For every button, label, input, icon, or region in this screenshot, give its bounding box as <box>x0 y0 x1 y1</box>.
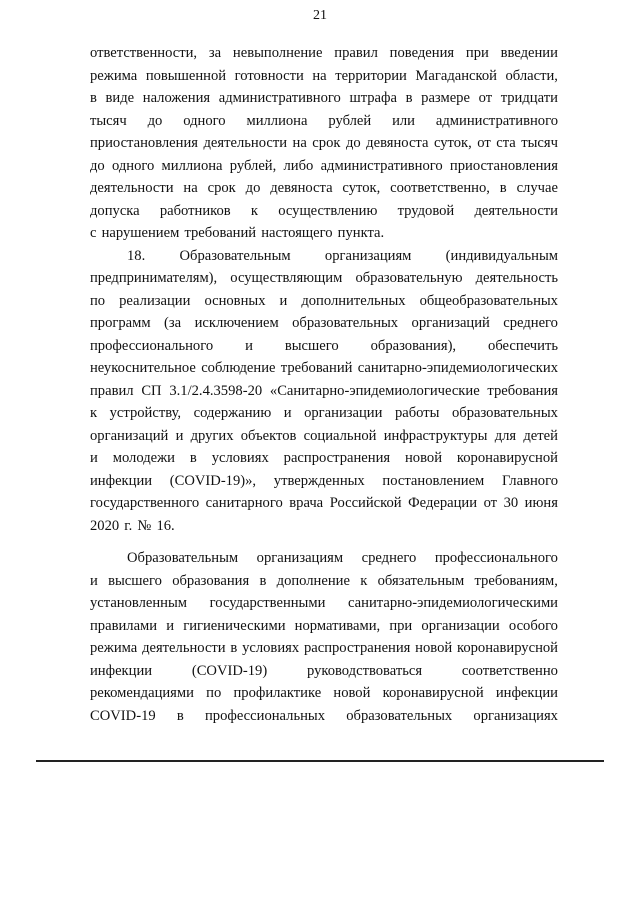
text-word: и <box>175 427 184 444</box>
text-word: за <box>208 45 222 61</box>
text-line <box>90 335 558 358</box>
text-line <box>90 87 558 110</box>
text-word: неукоснительное <box>90 360 196 376</box>
text-word: особого <box>508 617 558 634</box>
text-word: молодежи <box>112 450 175 466</box>
text-word: или <box>392 112 415 129</box>
text-word: Образовательным <box>127 550 239 566</box>
text-word: нарушением <box>101 225 180 241</box>
text-word: высшего <box>108 572 162 589</box>
text-word: устройству, <box>109 405 182 421</box>
text-word: работников <box>159 202 231 219</box>
text-word: правил <box>90 382 134 399</box>
text-word: коронавирусной <box>456 640 558 656</box>
text-line <box>90 592 558 615</box>
text-word: в <box>259 572 267 589</box>
text-word: организациях <box>473 707 558 724</box>
text-word: установленным <box>90 595 188 611</box>
text-line <box>90 132 558 155</box>
text-line <box>90 222 558 245</box>
text-line <box>90 312 558 335</box>
text-word: 18. <box>127 247 146 264</box>
text-word: организаций <box>90 427 169 444</box>
text-word: г. <box>124 517 133 534</box>
text-word: обеспечить <box>488 337 558 354</box>
text-word: среднего <box>503 315 558 331</box>
text-word: распространения <box>283 450 391 466</box>
text-word: при <box>389 617 413 634</box>
text-word: инфекции <box>90 472 153 489</box>
text-word: нормативами, <box>294 617 381 634</box>
text-word: санитарно-эпидемиологических <box>357 360 558 376</box>
text-word: допуска <box>90 202 140 219</box>
text-word: приостановления <box>449 157 558 174</box>
text-word: и <box>90 450 98 466</box>
text-word: деятельности <box>474 202 558 219</box>
text-word: требования <box>487 382 558 399</box>
text-word: правил <box>334 45 378 61</box>
text-line <box>90 357 558 380</box>
text-word: образования), <box>370 337 457 354</box>
text-word: суток, <box>433 135 472 151</box>
text-word: распространения <box>303 640 411 656</box>
text-word: государственными <box>209 595 326 611</box>
text-word: Федерации <box>408 495 478 511</box>
text-word: случае <box>516 180 558 196</box>
text-word: требованиям, <box>474 572 558 589</box>
text-line <box>90 470 558 493</box>
text-word: профессиональных <box>204 707 326 724</box>
text-word: 3.1/2.4.3598-20 <box>169 382 263 399</box>
text-word: на <box>292 135 307 151</box>
text-word: 2020 <box>90 517 120 534</box>
text-word: введении <box>500 45 558 61</box>
text-word: размере <box>421 90 470 106</box>
text-word: и <box>283 405 292 421</box>
text-word: для <box>494 427 517 444</box>
text-word: срок <box>207 180 236 196</box>
text-word: № <box>137 517 152 534</box>
text-word: в <box>90 90 97 106</box>
text-word: (COVID-19) <box>191 662 268 679</box>
text-word: дополнительных <box>301 292 406 309</box>
text-word: миллиона <box>246 112 308 129</box>
text-word: в <box>230 640 238 656</box>
text-word: при <box>465 45 489 61</box>
text-word: пункта. <box>337 225 385 241</box>
text-word: по <box>206 685 222 701</box>
text-word: Главного <box>501 472 558 489</box>
text-word: миллиона <box>161 157 223 174</box>
text-word: одного <box>183 112 226 129</box>
text-line <box>90 637 558 660</box>
text-line <box>90 177 558 200</box>
text-word: деятельности <box>203 135 288 151</box>
page-bottom-rule <box>36 760 604 762</box>
text-word: к <box>360 572 368 589</box>
text-word: новой <box>405 450 443 466</box>
text-line <box>90 65 558 88</box>
text-word: в <box>405 90 413 106</box>
text-word: административного <box>435 112 558 129</box>
text-line <box>90 267 558 290</box>
text-word: соблюдение <box>201 360 276 376</box>
text-line <box>90 425 558 448</box>
text-word: объектов <box>240 427 297 444</box>
text-word: исключением <box>194 315 279 331</box>
text-word: санитарного <box>205 495 283 511</box>
text-word: других <box>190 427 234 444</box>
text-word: основных <box>204 292 266 309</box>
text-line <box>90 245 558 268</box>
text-word: рублей, <box>229 157 277 174</box>
text-word: девяноста <box>270 180 333 196</box>
text-line <box>90 547 558 570</box>
text-word: требований <box>280 360 353 376</box>
text-word: образовательных <box>346 707 453 724</box>
text-word: профессионального <box>90 337 214 354</box>
text-word: наложения <box>142 90 211 106</box>
text-word: и <box>166 617 175 634</box>
text-word: в <box>499 180 507 196</box>
text-word: инфраструктуры <box>383 427 488 444</box>
text-word: (за <box>164 315 182 331</box>
text-word: организаций <box>411 315 490 331</box>
text-word: предпринимателям), <box>90 270 218 286</box>
text-word: образовательных <box>451 405 558 421</box>
text-word: содержанию <box>193 405 272 421</box>
text-word: по <box>90 292 106 309</box>
text-line <box>90 660 558 683</box>
text-word: образовательную <box>355 270 463 286</box>
text-word: штрафа <box>349 90 397 106</box>
text-word: требований <box>184 225 257 241</box>
text-word: новой <box>333 685 371 701</box>
text-word: режима <box>90 67 138 84</box>
text-word: коронавирусной <box>382 685 484 701</box>
text-line <box>90 515 558 538</box>
text-word: и <box>245 337 253 354</box>
text-word: профессионального <box>434 550 558 566</box>
text-word: инфекции <box>90 662 153 679</box>
text-word: административного <box>320 157 443 174</box>
text-word: к <box>250 202 258 219</box>
text-word: от <box>478 90 493 106</box>
text-word: «Санитарно-эпидемиологические <box>269 382 480 399</box>
text-line <box>90 42 558 65</box>
text-word: от <box>477 135 491 151</box>
text-word: готовности <box>234 67 304 84</box>
text-word: организации <box>421 617 500 634</box>
text-line <box>90 155 558 178</box>
text-word: СП <box>141 382 162 399</box>
text-word: работы <box>394 405 440 421</box>
text-word: административного <box>218 90 341 106</box>
text-word: профилактике <box>233 685 322 701</box>
text-word: настоящего <box>261 225 333 241</box>
text-word: с <box>90 225 97 241</box>
text-word: условиях <box>242 640 300 656</box>
text-word: санитарно-эпидемиологическими <box>348 595 558 611</box>
text-word: среднего <box>361 550 417 566</box>
text-word: и <box>279 292 288 309</box>
text-word: и <box>90 572 98 589</box>
text-line <box>90 447 558 470</box>
text-word: (индивидуальным <box>445 247 558 264</box>
text-word: тысяч <box>90 112 127 129</box>
text-word: гигиеническими <box>183 617 286 634</box>
text-word: (COVID-19)», <box>169 472 257 489</box>
text-word: суток, <box>342 180 381 196</box>
text-word: соответственно, <box>390 180 490 196</box>
text-word: июня <box>524 495 558 511</box>
text-word: деятельности <box>142 640 226 656</box>
text-word: государственного <box>90 495 200 511</box>
text-word: реализации <box>119 292 191 309</box>
text-word: режима <box>90 640 138 656</box>
text-word: на <box>183 180 198 196</box>
text-word: организации <box>304 405 383 421</box>
text-word: приостановления <box>90 135 198 151</box>
text-word: осуществляющим <box>230 270 343 286</box>
text-word: высшего <box>284 337 339 354</box>
text-word: организациям <box>324 247 412 264</box>
text-word: образования <box>172 572 250 589</box>
text-word: деятельности <box>90 180 174 196</box>
text-line <box>90 615 558 638</box>
text-line <box>90 705 558 728</box>
text-word: врача <box>289 495 324 511</box>
text-word: программ <box>90 315 151 331</box>
text-word: инфекции <box>495 685 558 701</box>
text-word: одного <box>111 157 155 174</box>
text-word: повышенной <box>145 67 227 84</box>
text-word: Магаданской <box>415 67 497 84</box>
text-line <box>90 290 558 313</box>
text-word: ста <box>496 135 516 151</box>
text-word: осуществлению <box>278 202 378 219</box>
text-word: до <box>345 135 361 151</box>
text-word: либо <box>283 157 314 174</box>
text-word: новой <box>415 640 453 656</box>
text-line <box>90 570 558 593</box>
text-word: соответственно <box>461 662 558 679</box>
text-word: от <box>483 495 498 511</box>
text-word: общеобразовательных <box>419 292 558 309</box>
text-word: в <box>176 707 184 724</box>
text-word: детей <box>523 427 558 444</box>
text-word: Образовательным <box>179 247 291 264</box>
text-word: 30 <box>503 495 519 511</box>
text-word: срок <box>312 135 341 151</box>
text-word: Российской <box>329 495 402 511</box>
text-line <box>90 380 558 403</box>
text-line <box>90 200 558 223</box>
text-word: трудовой <box>397 202 455 219</box>
text-word: девяноста <box>366 135 429 151</box>
text-word: дополнение <box>276 572 350 589</box>
text-word: COVID-19 <box>90 707 156 724</box>
text-word: ответственности, <box>90 45 198 61</box>
text-word: рублей <box>328 112 372 129</box>
text-line <box>90 402 558 425</box>
text-word: на <box>312 67 327 84</box>
text-line <box>90 492 558 515</box>
text-word: виде <box>105 90 135 106</box>
text-word: в <box>189 450 197 466</box>
text-word: тридцати <box>500 90 558 106</box>
text-word: постановлением <box>382 472 485 489</box>
text-word: организациям <box>256 550 344 566</box>
text-word: тысяч <box>521 135 558 151</box>
text-word: правилами <box>90 617 158 634</box>
text-word: 16. <box>156 517 175 534</box>
text-word: образовательных <box>292 315 399 331</box>
text-word: к <box>90 405 98 421</box>
text-word: коронавирусной <box>456 450 558 466</box>
text-word: до <box>90 157 105 174</box>
text-word: социальной <box>303 427 377 444</box>
text-word: до <box>147 112 163 129</box>
text-word: руководствоваться <box>306 662 423 679</box>
text-word: территории <box>335 67 407 84</box>
page-number: 21 <box>313 8 327 23</box>
text-word: обязательным <box>377 572 465 589</box>
text-word: рекомендациями <box>90 685 194 701</box>
text-line <box>90 682 558 705</box>
text-word: до <box>245 180 261 196</box>
text-word: поведения <box>389 45 455 61</box>
text-word: утвержденных <box>273 472 365 489</box>
text-word: условиях <box>211 450 269 466</box>
text-word: невыполнение <box>232 45 323 61</box>
document-body <box>90 42 558 727</box>
text-word: деятельность <box>475 270 558 286</box>
text-word: области, <box>505 67 558 84</box>
text-line <box>90 110 558 133</box>
